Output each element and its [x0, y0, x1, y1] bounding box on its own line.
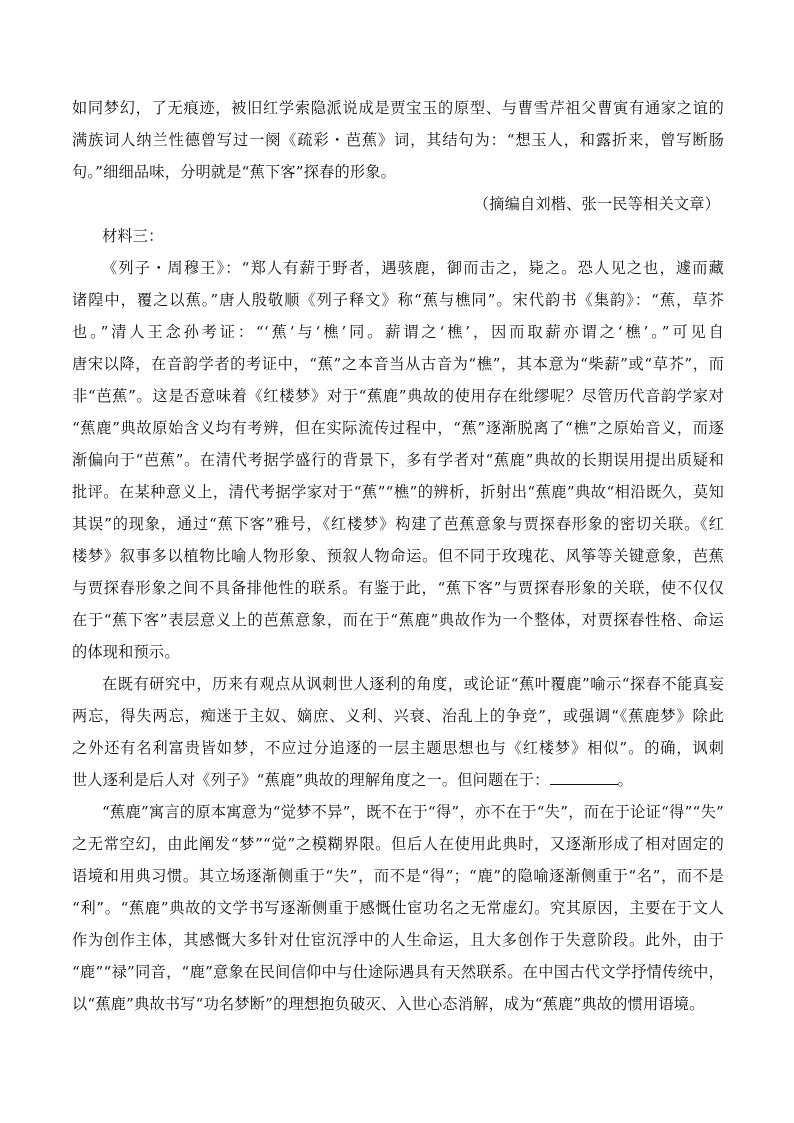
- text-line: 的体现和预示。: [72, 643, 180, 661]
- text-line: 之外还有名利富贵皆如梦，不应过分追逐的一层主题思想也与《红楼梦》相似”。的确，讽刺: [72, 739, 724, 757]
- text-line: “鹿”“禄”同音，“鹿”意象在民间信仰中与仕途际遇具有天然联系。在中国古代文学抒情传统中，: [72, 963, 724, 981]
- text-line: 作为创作主体，其感慨大多针对仕宦沉浮中的人生命运，且大多创作于失意阶段。此外，由于: [72, 931, 724, 949]
- text-line: 在既有研究中，历来有观点从讽刺世人逐利的角度，或论证“蕉叶覆鹿”喻示“探春不能真妄: [102, 675, 724, 693]
- intro-paragraph: [72, 92, 724, 220]
- text-line: 其误”的现象，通过“蕉下客”雅号，《红楼梦》构建了芭蕉意象与贾探春形象的密切关联。《红: [72, 515, 724, 533]
- source-citation: （摘编自刘楷、张一民等相关文章）: [473, 195, 720, 213]
- text-line: 在于“蕉下客”表层意义上的芭蕉意象，而在于“蕉鹿”典故作为一个整体，对贾探春性格、命运: [72, 611, 724, 629]
- text-line: “蕉鹿”寓言的原本寓意为“觉梦不异”，既不在于“得”，亦不在于“失”，而在于论证“得”“失”: [102, 803, 724, 821]
- text-line: 诸隍中，覆之以蕉。”唐人殷敬顺《列子释文》称“蕉与樵同”。宋代韵书《集韵》：“蕉，草芥: [72, 291, 724, 309]
- text-line: 唐宋以降，在音韵学者的考证中，“蕉”之本音当从古音为“樵”，其本意为“柴薪”或“草芥”，而: [72, 355, 724, 373]
- fill-in-blank: [550, 766, 618, 785]
- text-line: 两忘，得失两忘，痴迷于主奴、嫡庶、义利、兴衰、治乱上的争竞”，或强调“《蕉鹿梦》除此: [72, 707, 724, 725]
- paragraph-2: [72, 668, 724, 796]
- text-line: 《列子・周穆王》：“郑人有薪于野者，遇骇鹿，御而击之，毙之。恐人见之也，遽而藏: [102, 259, 724, 277]
- text-line: 语境和用典习惯。其立场逐渐侧重于“失”，而不是“得”；“鹿”的隐喻逐渐侧重于“名”，而不是: [72, 867, 724, 885]
- paragraph-1: [72, 252, 724, 668]
- text-line: 楼梦》叙事多以植物比喻人物形象、预叙人物命运。但不同于玫瑰花、风筝等关键意象，芭蕉: [72, 547, 724, 565]
- text-segment: 。: [617, 771, 633, 789]
- document-page: [72, 92, 724, 1020]
- text-line: “蕉鹿”典故原始含义均有考辨，但在实际流传过程中，“蕉”逐渐脱离了“樵”之原始音义，而逐: [72, 419, 724, 437]
- text-line: 满族词人纳兰性德曾写过一阕《疏彩・芭蕉》词，其结句为：“想玉人，和露折来，曾写断肠: [72, 131, 724, 149]
- text-line: 也。”清人王念孙考证：“‘蕉’与‘樵’同。薪谓之‘樵’，因而取薪亦谓之‘樵’。”可见自: [72, 323, 724, 341]
- paragraph-3: [72, 796, 724, 1020]
- text-line: 与贾探春形象之间不具备排他性的联系。有鉴于此，“蕉下客”与贾探春形象的关联，使不仅仅: [72, 579, 724, 597]
- text-line: 如同梦幻，了无痕迹，被旧红学索隐派说成是贾宝玉的原型、与曹雪芹祖父曹寅有通家之谊的: [72, 99, 724, 117]
- text-line: 渐偏向于“芭蕉”。在清代考据学盛行的背景下，多有学者对“蕉鹿”典故的长期误用提出质疑和: [72, 451, 724, 469]
- text-line: 批评。在某种意义上，清代考据学家对于“蕉”“樵”的辨析，折射出“蕉鹿”典故“相沿既久，莫知: [72, 483, 724, 501]
- section-heading: 材料三：: [102, 227, 164, 245]
- text-line: “利”。“蕉鹿”典故的文学书写逐渐侧重于感慨仕宦功名之无常虚幻。究其原因，主要在于文人: [72, 899, 724, 917]
- text-line-with-blank: [72, 764, 724, 796]
- text-line: 以“蕉鹿”典故书写“功名梦断”的理想抱负破灭、入世心态消解，成为“蕉鹿”典故的惯用语境。: [72, 995, 705, 1013]
- text-line: 句。”细细品味，分明就是“蕉下客”探春的形象。: [72, 163, 397, 181]
- text-segment: 世人逐利是后人对《列子》“蕉鹿”典故的理解角度之一。但问题在于：: [72, 771, 550, 789]
- text-line: 非“芭蕉”。这是否意味着《红楼梦》对于“蕉鹿”典故的使用存在纰缪呢？尽管历代音韵学家对: [72, 387, 724, 405]
- text-line: 之无常空幻，由此阐发“梦”“觉”之模糊界限。但后人在使用此典时，又逐渐形成了相对固定的: [72, 835, 724, 853]
